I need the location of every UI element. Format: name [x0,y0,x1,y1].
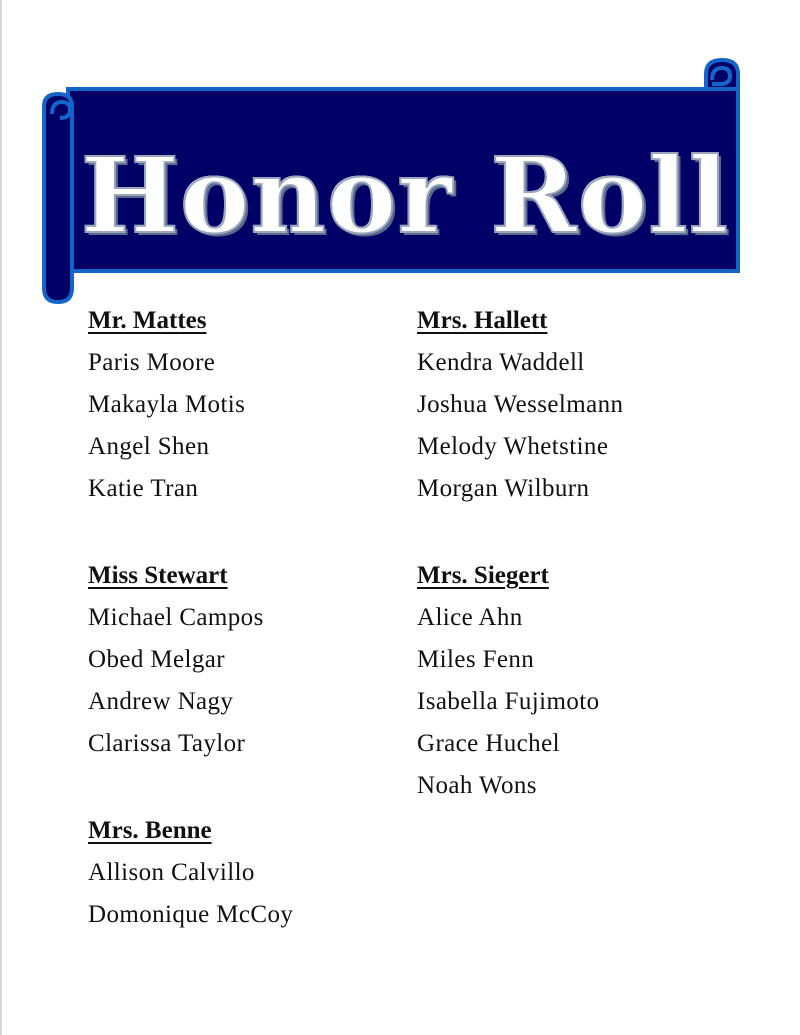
student-name: Clarissa Taylor [88,730,246,757]
student-name: Isabella Fujimoto [417,688,600,715]
student-name: Angel Shen [88,433,210,460]
student-name: Allison Calvillo [88,859,255,886]
teacher-heading: Mrs. Benne [88,817,212,844]
student-name: Domonique McCoy [88,901,294,928]
student-name: Paris Moore [88,349,216,376]
teacher-heading: Mrs. Hallett [417,307,548,334]
teacher-group [88,300,388,510]
teacher-group [417,300,717,510]
teacher-group [88,555,388,765]
student-name: Joshua Wesselmann [417,391,624,418]
page-title: Honor Roll [80,133,730,257]
student-name: Katie Tran [88,475,199,502]
teacher-heading: Mrs. Siegert [417,562,549,589]
student-name: Andrew Nagy [88,688,234,715]
teacher-heading: Mr. Mattes [88,307,207,334]
teacher-group [88,810,388,936]
honor-roll-banner [38,56,748,308]
student-name: Melody Whetstine [417,433,609,460]
student-name: Noah Wons [417,772,537,799]
page-edge [0,0,2,1035]
student-name: Makayla Motis [88,391,246,418]
student-name: Kendra Waddell [417,349,585,376]
teacher-heading: Miss Stewart [88,562,228,589]
student-name: Grace Huchel [417,730,560,757]
student-name: Morgan Wilburn [417,475,590,502]
student-name: Alice Ahn [417,604,523,631]
student-name: Michael Campos [88,604,264,631]
student-name: Miles Fenn [417,646,535,673]
teacher-group [417,555,717,807]
student-name: Obed Melgar [88,646,225,673]
